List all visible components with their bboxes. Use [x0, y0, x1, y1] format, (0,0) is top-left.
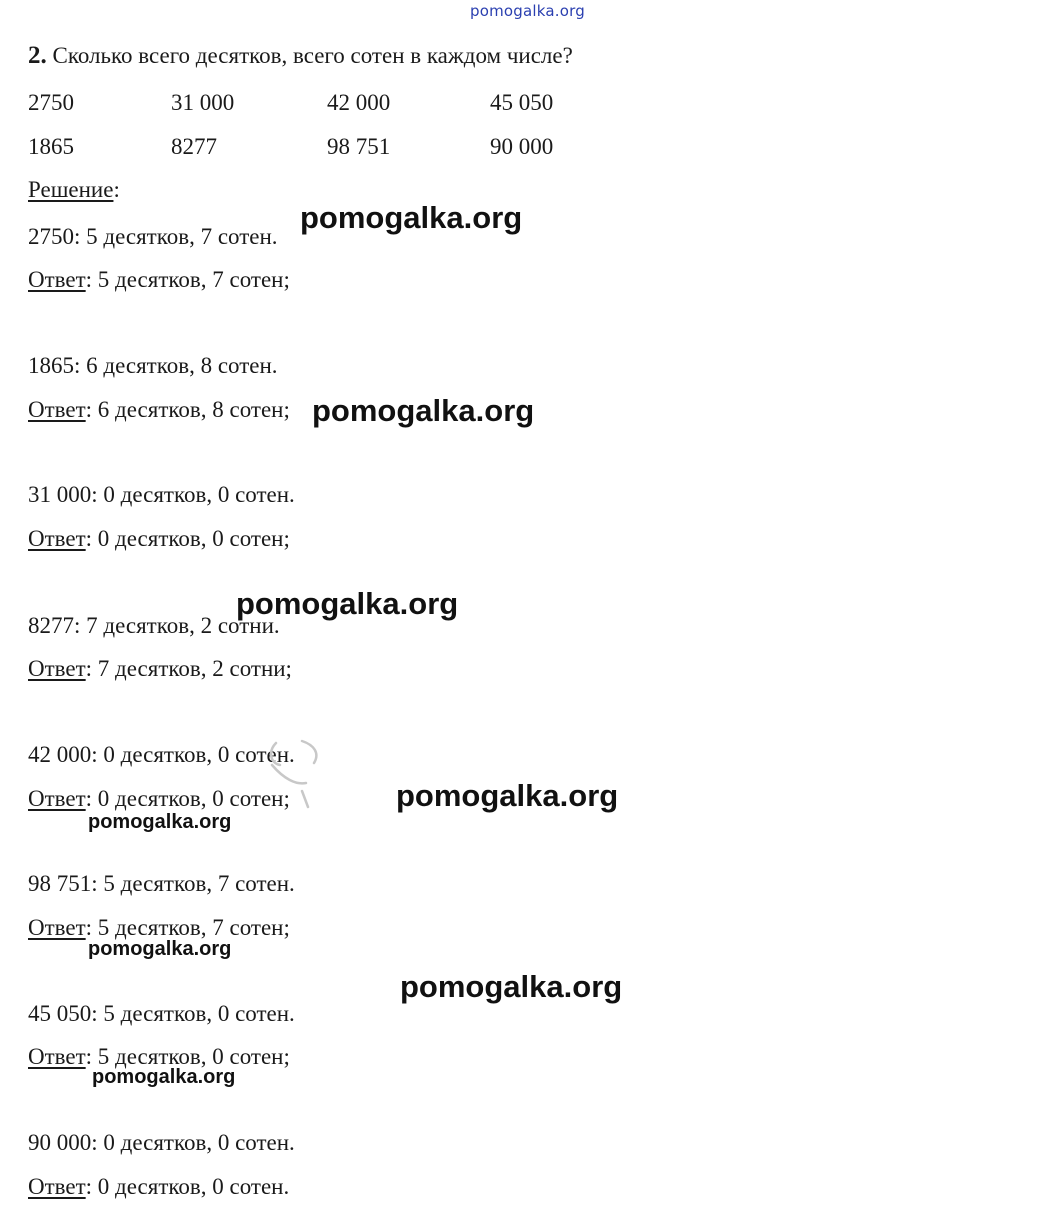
solution-line: 2750: 5 десятков, 7 сотен. [28, 224, 278, 249]
solution-heading: Решение: [28, 177, 120, 202]
number-cell: 2750 [28, 90, 74, 115]
answer-text: : 5 десятков, 7 сотен; [85, 915, 290, 940]
watermark: pomogalka.org [312, 393, 535, 428]
answer-label: Ответ [28, 915, 86, 940]
number-cell: 98 751 [327, 134, 391, 159]
watermark: pomogalka.org [92, 1066, 236, 1088]
watermark: pomogalka.org [396, 778, 619, 813]
watermark: pomogalka.org [300, 200, 523, 235]
answer-line [28, 526, 290, 552]
solution-label: Решение [28, 177, 114, 202]
number-cell: 31 000 [171, 90, 235, 115]
answer-text: : 5 десятков, 7 сотен; [85, 267, 290, 292]
answer-label: Ответ [28, 267, 86, 292]
answer-text: : 6 десятков, 8 сотен; [85, 397, 290, 422]
number-cell: 45 050 [490, 90, 554, 115]
answer-line [28, 1174, 289, 1200]
solution-line: 42 000: 0 десятков, 0 сотен. [28, 742, 295, 767]
task-heading [28, 42, 573, 70]
answer-line [28, 786, 290, 812]
answer-label: Ответ [28, 656, 86, 681]
number-cell: 90 000 [490, 134, 554, 159]
answer-label: Ответ [28, 397, 86, 422]
task-question: Сколько всего десятков, всего сотен в каждом числе? [52, 43, 573, 68]
answer-line [28, 656, 292, 682]
answer-label: Ответ [28, 526, 86, 551]
watermark: pomogalka.org [400, 969, 623, 1004]
pencil-scribble-mark [262, 735, 332, 815]
number-cell: 42 000 [327, 90, 391, 115]
answer-text: : 0 десятков, 0 сотен; [85, 526, 290, 551]
answer-text: : 0 десятков, 0 сотен; [85, 786, 290, 811]
answer-label: Ответ [28, 1174, 86, 1199]
number-cell: 8277 [171, 134, 217, 159]
solution-line: 90 000: 0 десятков, 0 сотен. [28, 1130, 295, 1155]
answer-line [28, 397, 290, 423]
solution-line: 98 751: 5 десятков, 7 сотен. [28, 871, 295, 896]
task-number: 2. [28, 42, 47, 69]
solution-line: 8277: 7 десятков, 2 сотни. [28, 613, 280, 638]
solution-line: 45 050: 5 десятков, 0 сотен. [28, 1001, 295, 1026]
watermark: pomogalka.org [88, 811, 232, 833]
answer-label: Ответ [28, 786, 86, 811]
watermark: pomogalka.org [88, 938, 232, 960]
solution-line: 31 000: 0 десятков, 0 сотен. [28, 482, 295, 507]
top-watermark: pomogalka.org [470, 2, 585, 20]
solution-line: 1865: 6 десятков, 8 сотен. [28, 353, 278, 378]
answer-label: Ответ [28, 1044, 86, 1069]
answer-text: : 7 десятков, 2 сотни; [85, 656, 292, 681]
number-cell: 1865 [28, 134, 74, 159]
answer-line [28, 267, 290, 293]
answer-text: : 5 десятков, 0 сотен; [85, 1044, 290, 1069]
answer-text: : 0 десятков, 0 сотен. [85, 1174, 290, 1199]
watermark: pomogalka.org [236, 586, 459, 621]
